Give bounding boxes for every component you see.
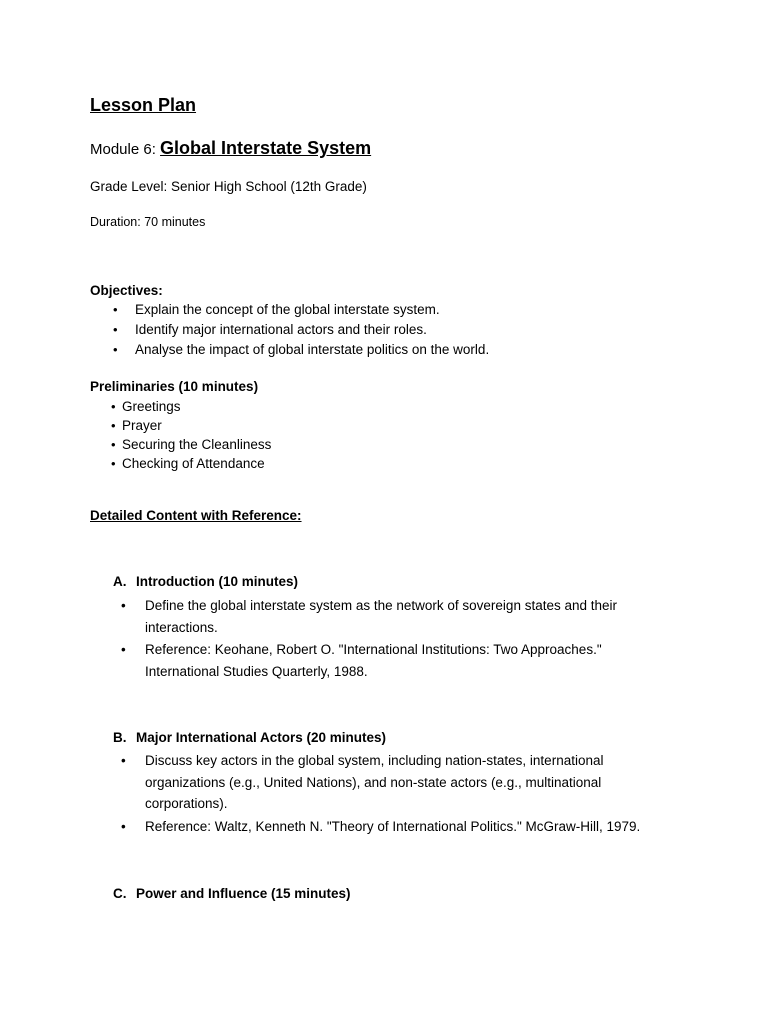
module-heading [90, 138, 371, 159]
section-b-item-1: Discuss key actors in the global system, including nation-states, international organizations (e.g., United Nations), and non-state actors (e.g., multinational corporations). [145, 753, 604, 811]
section-a-letter: A. [113, 574, 127, 589]
bullet-icon: • [111, 456, 116, 471]
preliminary-text: Greetings [122, 399, 181, 414]
page-title: Lesson Plan [90, 95, 197, 115]
preliminary-text: Prayer [122, 418, 162, 433]
bullet-icon: • [121, 819, 126, 834]
bullet-icon: • [111, 399, 116, 414]
bullet-icon: • [113, 322, 118, 337]
grade-level: Grade Level: Senior High School (12th Grade) [90, 179, 367, 194]
preliminaries-list [111, 399, 272, 475]
module-name: Global Interstate System [160, 138, 372, 158]
objectives-list [113, 302, 490, 362]
section-a-heading: Introduction (10 minutes) [136, 574, 298, 589]
bullet-icon: • [121, 642, 126, 657]
list-item [111, 456, 271, 475]
list-item [121, 816, 705, 838]
section-c-heading: Power and Influence (15 minutes) [136, 886, 351, 901]
bullet-icon: • [111, 418, 116, 433]
preliminary-text: Checking of Attendance [122, 456, 265, 471]
list-item [113, 322, 489, 342]
section-b-item-2: Reference: Waltz, Kenneth N. "Theory of International Politics." McGraw-Hill, 1979. [145, 819, 641, 834]
list-item [111, 437, 272, 456]
section-a-item-2: Reference: Keohane, Robert O. "International Institutions: Two Approaches." International Studies Quarterly, 1988. [145, 642, 602, 679]
preliminaries-heading: Preliminaries (10 minutes) [90, 379, 259, 394]
module-prefix: Module 6: [90, 141, 156, 158]
bullet-icon: • [121, 753, 126, 768]
section-b-letter: B. [113, 730, 127, 745]
detailed-content-heading: Detailed Content with Reference: [90, 508, 302, 523]
section-c-letter: C. [113, 886, 127, 901]
section-b-heading: Major International Actors (20 minutes) [136, 730, 387, 745]
bullet-icon: • [121, 598, 126, 613]
bullet-icon: • [113, 302, 118, 317]
objectives-heading: Objectives: [90, 283, 163, 298]
section-a-item-1: Define the global interstate system as the network of sovereign states and their interactions. [145, 598, 618, 635]
list-item [113, 342, 490, 362]
list-item [121, 639, 625, 682]
list-item [121, 750, 620, 815]
bullet-icon: • [113, 342, 118, 357]
duration: Duration: 70 minutes [90, 215, 206, 229]
preliminary-text: Securing the Cleanliness [122, 437, 272, 452]
objective-text: Identify major international actors and their roles. [135, 322, 427, 337]
objective-text: Analyse the impact of global interstate politics on the world. [135, 342, 490, 357]
list-item [121, 595, 645, 638]
list-item [111, 418, 271, 437]
objective-text: Explain the concept of the global interstate system. [135, 302, 440, 317]
list-item [113, 302, 489, 322]
bullet-icon: • [111, 437, 116, 452]
list-item [111, 399, 271, 418]
